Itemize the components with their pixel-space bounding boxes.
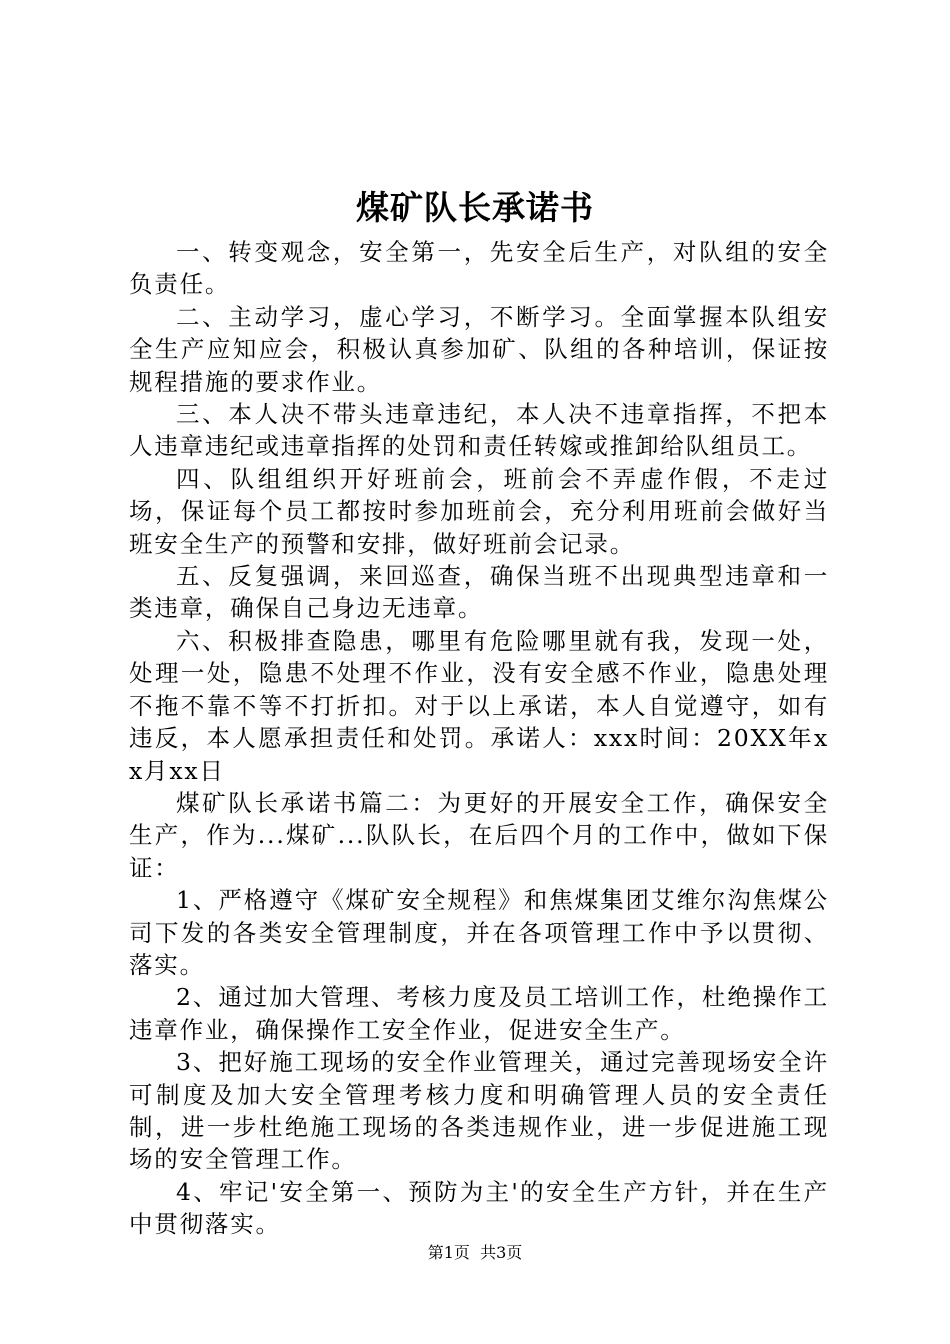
page-footer [0, 1242, 950, 1264]
paragraph: 二、主动学习，虚心学习，不断学习。全面掌握本队组安全生产应知应会，积极认真参加矿、队组的各种培训，保证按规程措施的要求作业。 [129, 302, 829, 396]
paragraph: 煤矿队长承诺书篇二：为更好的开展安全工作，确保安全生产，作为...煤矿...队队长，在后四个月的工作中，做如下保证： [129, 788, 829, 882]
paragraph: 四、队组组织开好班前会，班前会不弄虚作假，不走过场，保证每个员工都按时参加班前会，充分利用班前会做好当班安全生产的预警和安排，做好班前会记录。 [129, 464, 829, 558]
paragraph: 三、本人决不带头违章违纪，本人决不违章指挥，不把本人违章违纪或违章指挥的处罚和责任转嫁或推卸给队组员工。 [129, 400, 829, 461]
document-body [129, 236, 829, 1241]
paragraph: 1、严格遵守《煤矿安全规程》和焦煤集团艾维尔沟焦煤公司下发的各类安全管理制度，并在各项管理工作中予以贯彻、落实。 [129, 886, 829, 979]
paragraph: 2、通过加大管理、考核力度及员工培训工作，杜绝操作工违章作业，确保操作工安全作业，促进安全生产。 [129, 983, 829, 1044]
paragraph: 一、转变观念，安全第一，先安全后生产，对队组的安全负责任。 [129, 238, 829, 299]
document-title: 煤矿队长承诺书 [356, 188, 594, 227]
page-number: 第1页 共3页 [427, 1243, 523, 1262]
paragraph: 4、牢记'安全第一、预防为主'的安全生产方针，并在生产中贯彻落实。 [129, 1177, 829, 1239]
paragraph: 3、把好施工现场的安全作业管理关，通过完善现场安全许可制度及加大安全管理考核力度和明确管理人员的安全责任制，进一步杜绝施工现场的各类违规作业，进一步促进施工现场的安全管理工作。 [129, 1048, 829, 1174]
paragraph: 五、反复强调，来回巡查，确保当班不出现典型违章和一类违章，确保自己身边无违章。 [129, 562, 829, 623]
paragraph: 六、积极排查隐患，哪里有危险哪里就有我，发现一处，处理一处，隐患不处理不作业，没有安全感不作业，隐患处理不拖不靠不等不打折扣。对于以上承诺，本人自觉遵守，如有违反，本人愿承担责任和处罚。承诺人：xxx时间：20XX年xx月xx日 [129, 626, 829, 785]
